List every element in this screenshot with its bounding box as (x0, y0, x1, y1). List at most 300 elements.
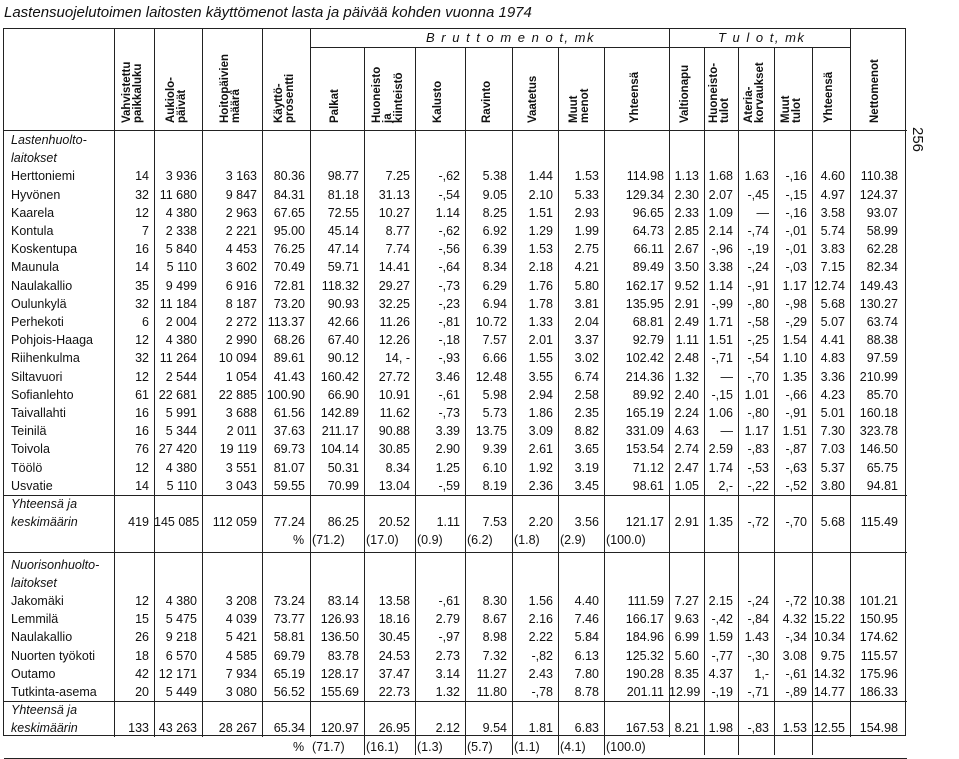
table-cell: 1.11 (675, 333, 699, 348)
table-cell: 12 171 (158, 666, 197, 681)
table-cell: 45.14 (327, 224, 359, 238)
table-cell: 31.13 (378, 187, 410, 202)
table-cell: 4 039 (225, 612, 257, 627)
total-cell: 154.98 (859, 721, 898, 736)
total-cell: 1.11 (436, 515, 460, 530)
table-cell: 3.65 (574, 442, 599, 457)
table-row (4, 331, 907, 349)
table-row (4, 459, 907, 477)
table-cell: 5.60 (674, 648, 699, 663)
table-cell: 3.39 (435, 424, 460, 439)
section-heading: laitokset (11, 151, 57, 166)
table-cell: 27.72 (378, 369, 410, 384)
table-cell: 6 570 (165, 648, 197, 663)
row-label: Usvatie (11, 478, 53, 493)
table-cell: 2.91 (674, 296, 699, 311)
table-cell: 4.97 (820, 187, 845, 202)
header-bottom-rule (4, 130, 907, 131)
table-cell: 5.33 (574, 187, 599, 202)
table-row (4, 186, 907, 204)
table-cell: 47.14 (327, 242, 359, 257)
table-cell: 5.07 (820, 315, 845, 329)
table-cell: -,87 (785, 442, 807, 457)
table-cell: 4 585 (225, 648, 257, 663)
table-cell: 9.52 (674, 278, 699, 293)
table-cell: -,89 (785, 685, 807, 699)
table-cell: -,24 (747, 260, 769, 275)
table-cell: 210.99 (859, 369, 898, 384)
table-cell: 3.55 (528, 369, 553, 384)
table-row (4, 610, 907, 628)
table-cell: 2.14 (708, 224, 733, 238)
table-row (4, 222, 907, 240)
row-label: Töölö (11, 460, 43, 475)
table-cell: 3 688 (225, 406, 257, 420)
table-cell: 10.27 (378, 205, 410, 220)
column-header: Aukiolo- (164, 77, 177, 123)
table-cell: 2.94 (528, 387, 553, 402)
table-cell: -,63 (785, 460, 807, 475)
column-header: prosentti (283, 73, 296, 123)
expenditure-table (3, 28, 906, 754)
table-cell: 5.73 (482, 406, 507, 420)
column-header: Nettomenot (868, 59, 881, 123)
table-cell: 5.80 (574, 278, 599, 293)
table-cell: 12 (135, 594, 149, 608)
table-cell: 12 (135, 205, 149, 220)
table-cell: 73.24 (273, 594, 305, 608)
table-cell: -,15 (711, 387, 733, 402)
percent-sign: % (293, 533, 305, 548)
table-cell: 8.77 (385, 224, 410, 238)
table-cell: 1.51 (782, 424, 807, 439)
table-cell: -,62 (438, 169, 460, 184)
table-cell: 8.30 (482, 594, 507, 608)
table-cell: -,22 (747, 478, 769, 493)
table-cell: 11 680 (159, 187, 197, 202)
table-cell: 56.52 (273, 685, 305, 699)
column-header: paikkaluku (131, 63, 144, 123)
table-cell: -,62 (438, 224, 460, 238)
table-cell: 6 916 (225, 278, 257, 293)
table-cell: 5.37 (820, 460, 845, 475)
row-label: Hyvönen (11, 187, 61, 202)
table-cell: 4.37 (708, 666, 733, 681)
row-label: Taivallahti (11, 406, 66, 420)
table-cell: 3.81 (574, 296, 599, 311)
table-cell: 4 380 (165, 594, 197, 608)
table-cell: 101.21 (859, 594, 898, 608)
section-heading: Nuorisonhuolto- (11, 557, 100, 572)
total-cell: -,70 (785, 515, 807, 530)
table-cell: 7.15 (820, 260, 845, 275)
table-cell: 59.55 (273, 478, 305, 493)
total-cell: 28 267 (218, 721, 257, 736)
table-cell: 124.37 (859, 187, 898, 202)
table-cell: -,24 (747, 594, 769, 608)
table-cell: 3 602 (225, 260, 257, 275)
table-cell: -,78 (531, 685, 553, 699)
table-cell: -,59 (438, 478, 460, 493)
table-cell: 3.38 (708, 260, 733, 275)
table-cell: 70.99 (327, 478, 359, 493)
table-cell: 1.33 (528, 315, 553, 329)
row-label: Sofianlehto (11, 387, 74, 402)
total-cell: -,83 (747, 721, 769, 736)
table-cell: 95.00 (273, 224, 305, 238)
percent-share: (2.9) (560, 533, 586, 548)
table-cell: 2.48 (674, 351, 699, 366)
table-cell: 9 499 (165, 278, 197, 293)
table-cell: -,81 (438, 315, 460, 329)
table-cell: 136.50 (320, 630, 359, 645)
table-row (4, 647, 907, 665)
percent-share: (4.1) (560, 739, 586, 754)
table-cell: 11 264 (159, 351, 197, 366)
table-cell: 2.85 (674, 224, 699, 238)
table-cell: 135.95 (625, 296, 664, 311)
table-row (4, 477, 907, 495)
total-row (4, 719, 907, 737)
table-cell: 81.18 (327, 187, 359, 202)
total-label: keskimäärin (11, 515, 78, 530)
table-cell: 82.34 (866, 260, 898, 275)
table-cell: 10.38 (813, 594, 845, 608)
table-row (4, 313, 907, 331)
table-cell: -,91 (747, 278, 769, 293)
table-cell: -,53 (747, 460, 769, 475)
table-cell: 3.58 (820, 205, 845, 220)
column-header: Käyttö- (272, 83, 285, 123)
section-heading: Lastenhuolto- (11, 133, 87, 147)
table-cell: 2 004 (165, 315, 197, 329)
table-cell: 65.75 (866, 460, 898, 475)
page-number: 256 (909, 127, 926, 153)
table-cell: 3.14 (435, 666, 460, 681)
total-label: Yhteensä ja (11, 703, 78, 718)
row-label: Toivola (11, 442, 50, 457)
column-header: Muut (567, 95, 580, 123)
table-cell: 8.34 (385, 460, 410, 475)
table-cell: 211.17 (321, 424, 359, 439)
table-cell: 6.92 (482, 224, 507, 238)
table-cell: 2 011 (226, 424, 257, 439)
column-header: tulot (790, 98, 803, 123)
table-cell: 69.73 (273, 442, 305, 457)
column-header: Muut (779, 95, 792, 123)
table-cell: 63.74 (866, 315, 898, 329)
column-header: Ravinto (480, 80, 493, 123)
table-cell: 35 (135, 278, 149, 293)
row-label: Maunula (11, 260, 59, 275)
table-cell: 50.31 (327, 460, 359, 475)
table-cell: 2.30 (674, 187, 699, 202)
total-cell: 77.24 (273, 515, 305, 530)
percent-share: (16.1) (366, 739, 399, 754)
table-cell: -,19 (711, 685, 733, 699)
table-cell: -,71 (747, 685, 769, 699)
row-label: Naulakallio (11, 630, 73, 645)
table-cell: 2.93 (574, 205, 599, 220)
percent-share: (100.0) (606, 739, 646, 754)
table-cell: 42.66 (327, 315, 359, 329)
total-cell: 43 263 (158, 721, 197, 736)
table-cell: 94.81 (866, 478, 898, 493)
table-cell: 7.74 (385, 242, 410, 257)
table-cell: 8.25 (482, 205, 507, 220)
percent-share: (100.0) (606, 533, 646, 548)
table-cell: 66.11 (633, 242, 664, 257)
group-header-rule (310, 47, 850, 48)
table-row (4, 683, 907, 701)
table-cell: 2.43 (528, 666, 553, 681)
table-cell: 3.83 (820, 242, 845, 257)
table-cell: 1.86 (528, 406, 553, 420)
table-cell: 2 221 (225, 224, 257, 238)
column-header: korvaukset (753, 62, 766, 123)
table-cell: 1.32 (435, 685, 460, 699)
table-cell: 2.15 (708, 594, 733, 608)
row-label: Teinilä (11, 424, 47, 439)
total-cell: 12.55 (813, 721, 845, 736)
table-cell: -,16 (785, 169, 807, 184)
row-label: Outamo (11, 666, 56, 681)
table-cell: 84.31 (273, 187, 305, 202)
table-cell: 146.50 (859, 442, 898, 457)
total-cell: 1.53 (782, 721, 807, 736)
table-cell: 3.36 (820, 369, 845, 384)
row-label: Perhekoti (11, 315, 64, 329)
table-cell: 2.24 (674, 406, 699, 420)
table-cell: 1.10 (782, 351, 807, 366)
table-cell: 59.71 (327, 260, 359, 275)
column-header: Valtionapu (678, 64, 691, 123)
table-cell: 4 380 (165, 333, 197, 348)
percent-share: (1.8) (514, 533, 540, 548)
table-cell: 201.11 (626, 685, 664, 699)
table-cell: 66.90 (327, 387, 359, 402)
table-cell: 2.74 (674, 442, 699, 457)
table-cell: 2.49 (674, 315, 699, 329)
table-cell: 88.38 (866, 333, 898, 348)
table-cell: 37.63 (273, 424, 305, 439)
table-cell: 9.75 (820, 648, 845, 663)
column-header: menot (578, 88, 591, 123)
table-cell: 186.33 (859, 685, 898, 699)
table-cell: 65.19 (273, 666, 305, 681)
table-cell: 149.43 (859, 278, 898, 293)
total-cell: 26.95 (378, 721, 410, 736)
table-cell: 2 544 (165, 369, 197, 384)
table-cell: 3.09 (528, 424, 553, 439)
table-cell: 4.83 (820, 351, 845, 366)
column-header: päivät (175, 89, 188, 123)
table-cell: 1.05 (674, 478, 699, 493)
total-cell: 3.56 (574, 515, 599, 530)
table-cell: 6.99 (674, 630, 699, 645)
table-cell: 14.41 (378, 260, 410, 275)
table-cell: 2.16 (528, 612, 553, 627)
table-cell: 150.95 (859, 612, 898, 627)
table-cell: 104.14 (320, 442, 359, 457)
total-cell: 121.17 (625, 515, 664, 530)
table-cell: -,45 (747, 187, 769, 202)
table-cell: 3.02 (574, 351, 599, 366)
table-cell: 3.45 (574, 478, 599, 493)
table-cell: 190.28 (625, 666, 664, 681)
table-cell: -,58 (747, 315, 769, 329)
table-cell: 1.99 (574, 224, 599, 238)
table-cell: 80.36 (273, 169, 305, 184)
table-cell: 7.27 (674, 594, 699, 608)
row-label: Oulunkylä (11, 296, 67, 311)
total-cell: 6.83 (574, 721, 599, 736)
table-cell: 1.44 (528, 169, 553, 184)
total-cell: 1.35 (708, 515, 733, 530)
table-cell: -,42 (711, 612, 733, 627)
table-cell: 5.98 (482, 387, 507, 402)
table-cell: 85.70 (866, 387, 898, 402)
table-cell: 32 (135, 187, 149, 202)
table-cell: 58.99 (866, 224, 898, 238)
table-cell: 1.56 (528, 594, 553, 608)
total-cell: 65.34 (273, 721, 305, 736)
row-label: Lemmilä (11, 612, 59, 627)
table-cell: 22 681 (158, 387, 197, 402)
table-cell: 3 080 (225, 685, 257, 699)
table-cell: 2.04 (574, 315, 599, 329)
table-cell: 125.32 (625, 648, 664, 663)
table-cell: 3.46 (435, 369, 460, 384)
table-cell: 1.71 (708, 315, 733, 329)
table-cell: 1.54 (782, 333, 807, 348)
table-cell: 4.60 (820, 169, 845, 184)
table-cell: 1.53 (574, 169, 599, 184)
table-cell: 32 (135, 351, 149, 366)
table-cell: 4.40 (574, 594, 599, 608)
table-cell: 5.84 (574, 630, 599, 645)
table-cell: -,64 (438, 260, 460, 275)
table-cell: 73.77 (273, 612, 305, 627)
total-cell: 112 059 (212, 515, 257, 530)
total-cell: 7.53 (482, 515, 507, 530)
table-cell: 12.26 (378, 333, 410, 348)
table-cell: 9.05 (482, 187, 507, 202)
table-cell: 4 380 (165, 460, 197, 475)
table-cell: 1.78 (528, 296, 553, 311)
table-cell: 4.23 (820, 387, 845, 402)
table-cell: 142.89 (320, 406, 359, 420)
table-cell: 3 043 (225, 478, 257, 493)
table-cell: 102.42 (625, 351, 664, 366)
table-cell: 3 551 (225, 460, 257, 475)
table-cell: -,03 (785, 260, 807, 275)
table-cell: 68.81 (632, 315, 664, 329)
table-cell: 1.35 (782, 369, 807, 384)
table-cell: 175.96 (859, 666, 898, 681)
table-cell: 2 338 (165, 224, 197, 238)
column-header: tulot (718, 98, 731, 123)
table-cell: 83.78 (327, 648, 359, 663)
table-cell: 16 (135, 406, 149, 420)
table-cell: 11.27 (476, 666, 507, 681)
table-cell: — (720, 369, 733, 384)
table-cell: 1.63 (744, 169, 769, 184)
table-cell: 6.13 (574, 648, 599, 663)
column-header: Vahvistettu (120, 61, 133, 123)
column-header: Ateria- (742, 86, 755, 123)
table-cell: 2.58 (574, 387, 599, 402)
table-cell: 68.26 (273, 333, 305, 348)
row-label: Kontula (11, 224, 54, 238)
table-cell: 14 (135, 169, 149, 184)
table-cell: 1.14 (708, 278, 733, 293)
table-cell: -,30 (747, 648, 769, 663)
table-cell: 1.29 (528, 224, 553, 238)
table-cell: 1.92 (528, 460, 553, 475)
table-row (4, 167, 907, 185)
column-header: kiinteistö (392, 72, 405, 123)
row-label: Tutkinta-asema (11, 685, 97, 699)
percent-share: (6.2) (467, 533, 493, 548)
table-cell: 2.67 (674, 242, 699, 257)
table-cell: 118.32 (321, 278, 359, 293)
table-cell: 2.33 (674, 205, 699, 220)
table-cell: 166.17 (625, 612, 664, 627)
table-cell: 2 272 (225, 315, 257, 329)
total-rule (4, 495, 907, 496)
table-row (4, 592, 907, 610)
table-cell: 2,- (718, 478, 733, 493)
column-header: ja (381, 113, 394, 123)
table-cell: 1.55 (528, 351, 553, 366)
table-cell: 3 163 (225, 169, 257, 184)
table-cell: -,01 (785, 224, 807, 238)
table-cell: 16 (135, 242, 149, 257)
table-cell: 7.46 (574, 612, 599, 627)
table-cell: 13.04 (378, 478, 410, 493)
table-cell: 1.51 (528, 205, 553, 220)
total-cell: 20.52 (378, 515, 410, 530)
table-cell: -,80 (747, 296, 769, 311)
table-cell: 1 054 (225, 369, 257, 384)
total-cell: 115.49 (860, 515, 898, 530)
table-cell: 5 840 (165, 242, 197, 257)
column-header: Vaatetus (527, 75, 539, 123)
row-label: Naulakallio (11, 278, 73, 293)
table-cell: -,25 (747, 333, 769, 348)
table-cell: 20 (135, 685, 149, 699)
table-cell: 153.54 (625, 442, 664, 457)
table-cell: 1.59 (708, 630, 733, 645)
table-row (4, 440, 907, 458)
table-cell: 2.22 (528, 630, 553, 645)
table-cell: 14 (135, 260, 149, 275)
table-cell: 5.74 (820, 224, 845, 238)
table-cell: 81.07 (273, 460, 305, 475)
row-label: Siltavuori (11, 369, 63, 384)
table-cell: 13.75 (475, 424, 507, 439)
table-cell: -,18 (438, 333, 460, 348)
table-cell: -,19 (747, 242, 769, 257)
table-cell: 1.76 (528, 278, 553, 293)
table-cell: 1.74 (708, 460, 733, 475)
table-cell: -,74 (747, 224, 769, 238)
table-cell: 1.68 (708, 169, 733, 184)
table-cell: 10.72 (475, 315, 507, 329)
table-cell: -,71 (711, 351, 733, 366)
table-cell: 113.37 (267, 315, 305, 329)
